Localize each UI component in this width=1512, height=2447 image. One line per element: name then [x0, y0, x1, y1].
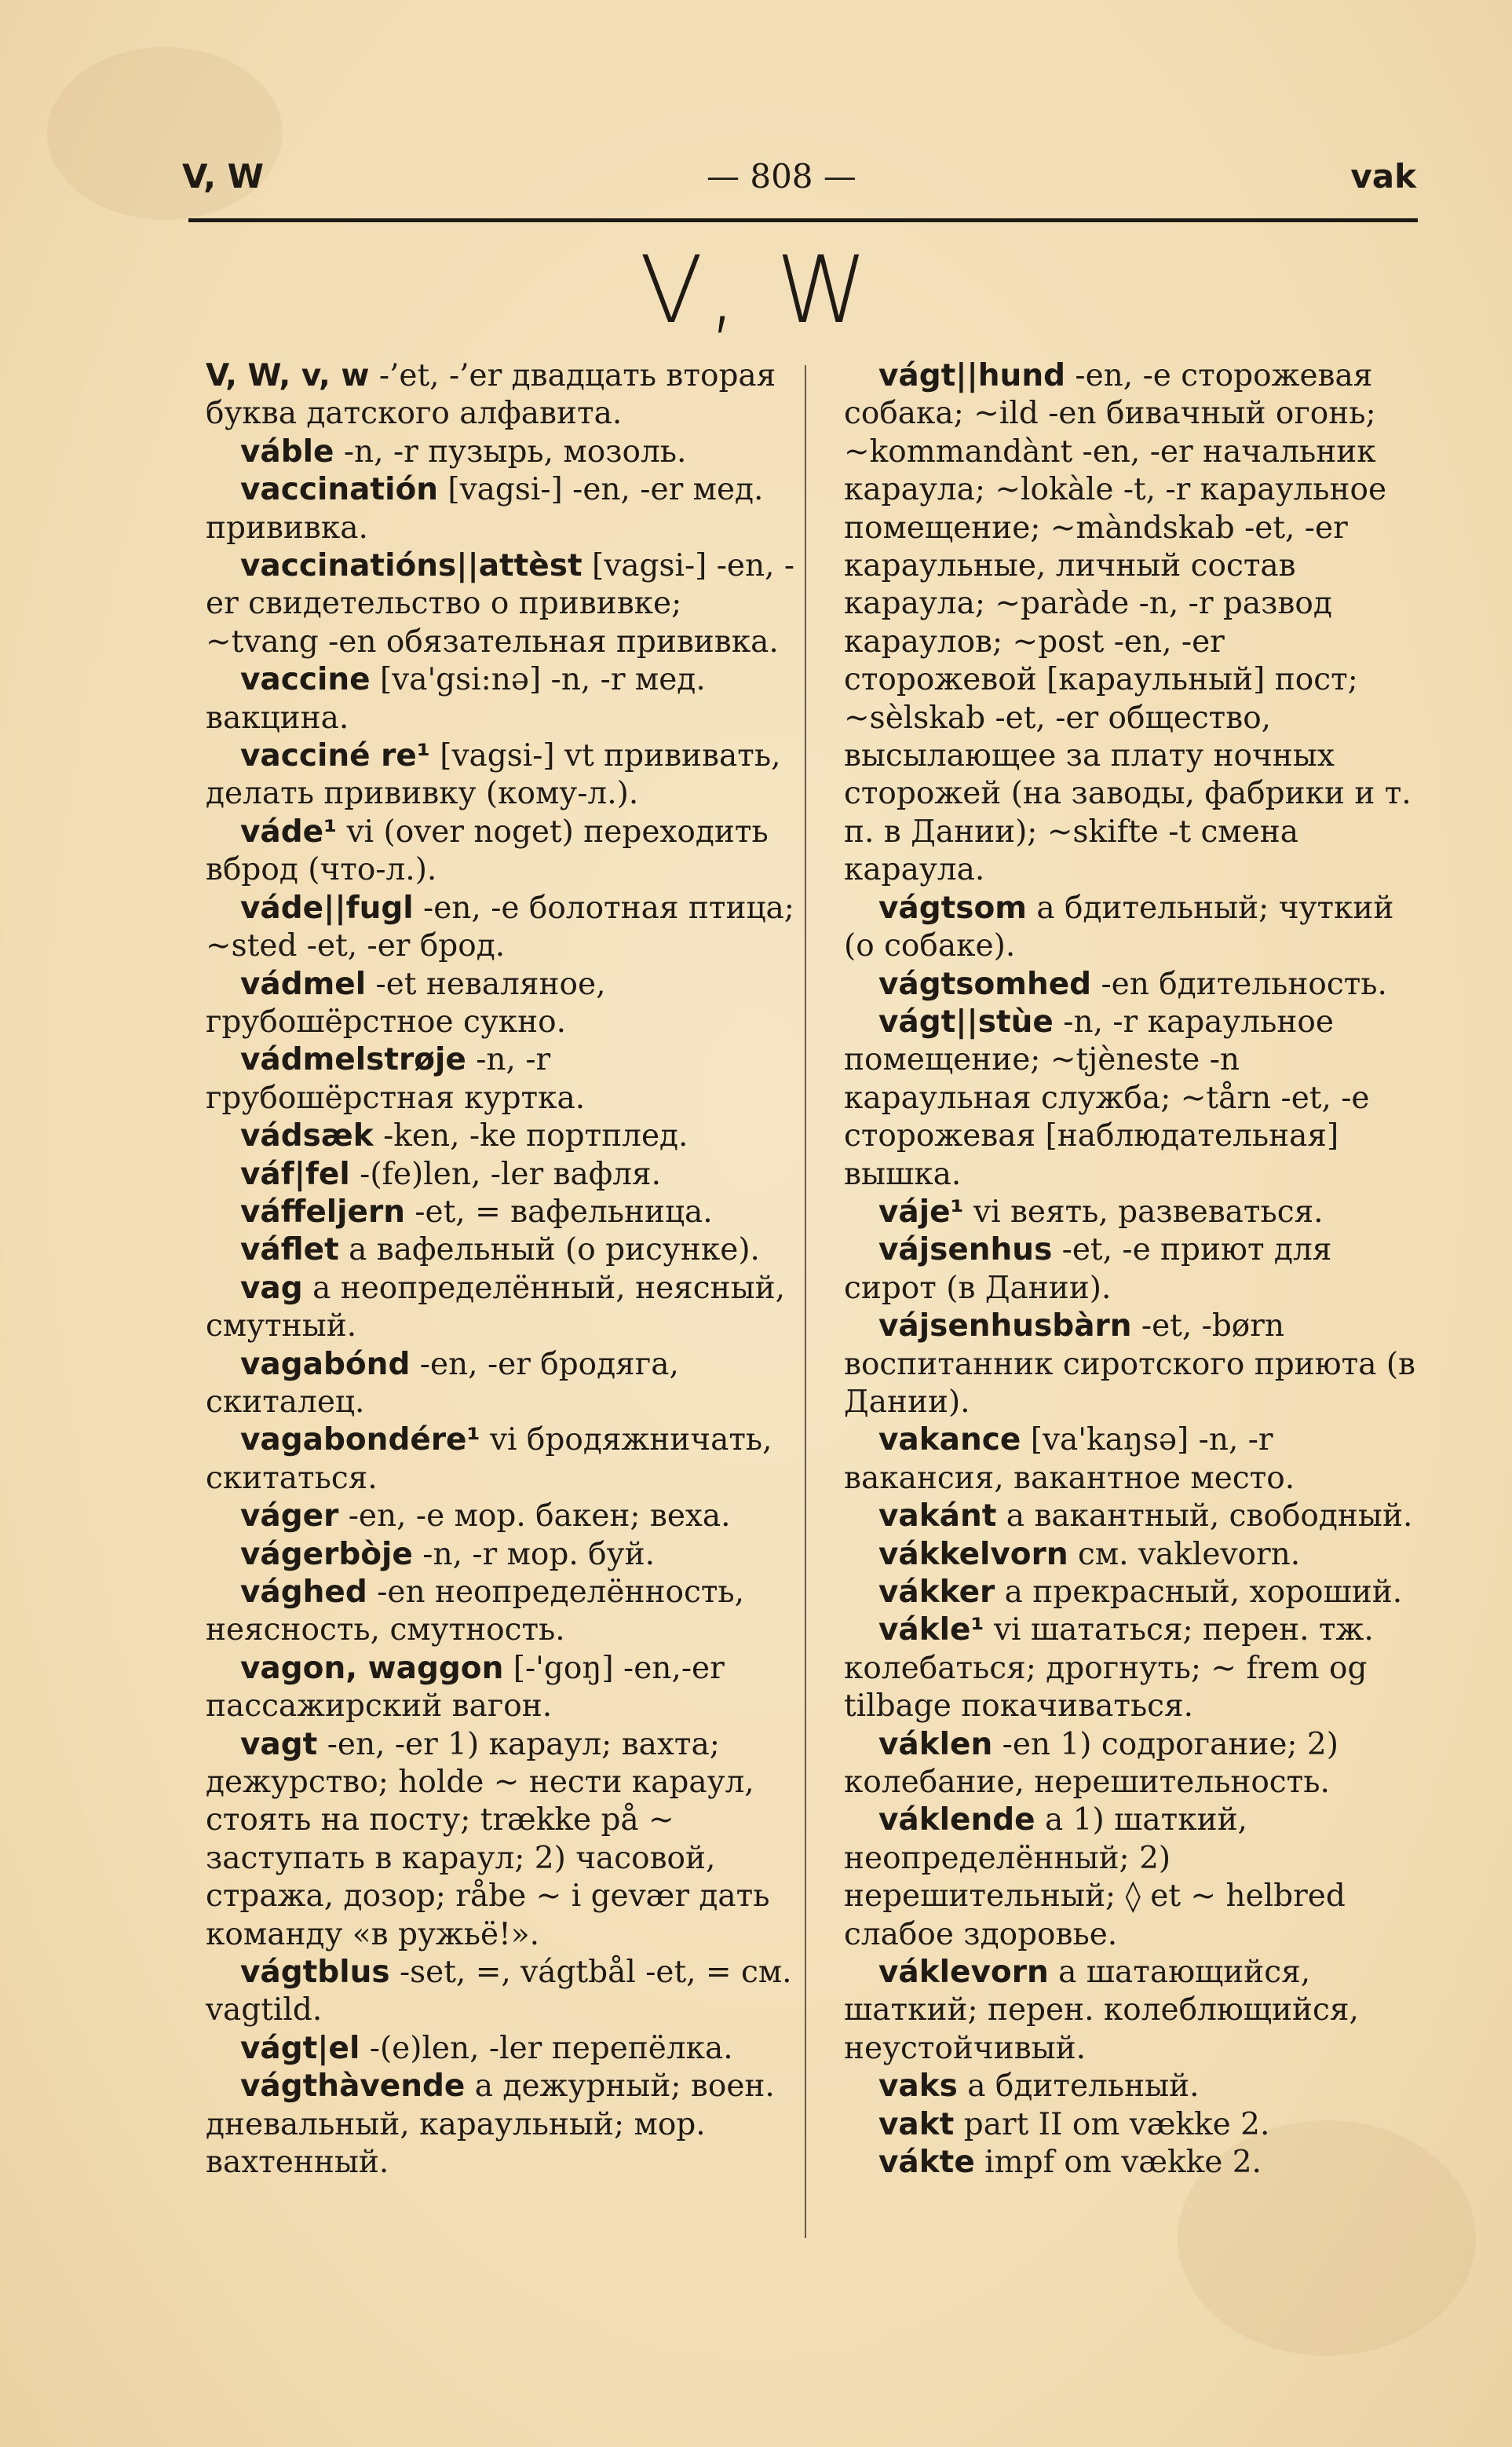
entry-headword: váje¹: [878, 1194, 964, 1230]
dictionary-entry: [844, 1004, 1422, 1194]
entry-headword: V, W, v, w: [206, 358, 370, 393]
dictionary-entry: [206, 357, 796, 433]
dictionary-entry: [206, 1041, 796, 1117]
entry-headword: vágtsom: [878, 890, 1027, 926]
entry-headword: vaccinatión: [240, 472, 438, 508]
dictionary-entry: [844, 1231, 1422, 1308]
entry-headword: vájsenhusbàrn: [878, 1308, 1132, 1344]
entry-headword: vághed: [240, 1575, 367, 1610]
entry-definition: -en, -er бродяга, скиталец.: [206, 1346, 679, 1420]
left-column: [206, 357, 796, 2182]
dictionary-entry: [206, 1270, 796, 1346]
running-header-right: vak: [1350, 157, 1416, 196]
entry-definition: impf om vække 2.: [974, 2145, 1262, 2181]
entry-definition: -en, -e болотная птица; ~sted -et, -er брод.: [206, 890, 794, 964]
dictionary-entry: [206, 1346, 796, 1422]
dictionary-entry: [844, 1574, 1422, 1611]
entry-headword: váklevorn: [878, 1955, 1049, 1991]
dictionary-entry: [844, 357, 1422, 890]
entry-headword: vákker: [878, 1575, 995, 1610]
header-rule: [188, 218, 1418, 222]
entry-definition: -n, -r караульное помещение; ~tjèneste -n караульная служба; ~tårn -et, -e сторожевая [наблюдательная] вышка.: [844, 1004, 1370, 1192]
entry-definition: a бдительный; чуткий (о собаке).: [844, 890, 1394, 964]
entry-headword: vakt: [878, 2106, 955, 2142]
entry-definition: [va'gsi:nə] -n, -r мед. вакцина.: [206, 662, 706, 736]
entry-definition: см. vaklevorn.: [1068, 1536, 1301, 1572]
entry-headword: vagabondére¹: [240, 1422, 480, 1458]
entry-definition: [vagsi-] -en, -er мед. прививка.: [206, 472, 764, 546]
entry-headword: vagt: [240, 1726, 318, 1762]
running-header-left: V, W: [182, 157, 264, 196]
dictionary-entry: [206, 1421, 796, 1498]
dictionary-entry: [844, 2144, 1422, 2182]
dictionary-entry: [206, 1954, 796, 2030]
dictionary-entry: [206, 1194, 796, 1231]
dictionary-entry: [206, 1536, 796, 1574]
entry-definition: a дежурный; воен. дневальный, караульный; мор. вахтенный.: [206, 2068, 775, 2181]
entry-headword: vakance: [878, 1422, 1021, 1458]
entry-definition: [va'kaŋsə] -n, -r вакансия, вакантное место.: [844, 1422, 1295, 1496]
entry-definition: a 1) шаткий, неопределённый; 2) нерешительный; ◊ et ~ helbred слабое здоровье.: [844, 1802, 1346, 1952]
dictionary-entry: [206, 2030, 796, 2068]
dictionary-entry: [206, 1231, 796, 1269]
entry-headword: vagon, waggon: [240, 1650, 504, 1686]
dictionary-entry: [844, 890, 1422, 966]
dictionary-entry: [206, 737, 796, 814]
entry-headword: vágerbòje: [240, 1536, 413, 1572]
entry-headword: vágt||hund: [878, 358, 1065, 393]
dictionary-entry: [206, 1574, 796, 1650]
dictionary-entry: [206, 1650, 796, 1726]
entry-definition: a вакантный, свободный.: [996, 1498, 1413, 1534]
column-divider: [805, 365, 806, 2238]
entry-headword: váffeljern: [240, 1194, 405, 1230]
entry-definition: vi шататься; перен. тж. колебаться; дрогнуть; ~ frem og tilbage покачиваться.: [844, 1612, 1374, 1725]
entry-definition: -n, -r пузырь, мозоль.: [334, 433, 687, 470]
dictionary-entry: [844, 2106, 1422, 2144]
entry-headword: vagabónd: [240, 1346, 411, 1382]
entry-headword: vag: [240, 1270, 303, 1306]
entry-headword: vaccinatións||attèst: [240, 548, 583, 584]
entry-headword: váble: [240, 433, 334, 470]
entry-definition: -en бдительность.: [1091, 966, 1387, 1002]
dictionary-entry: [206, 966, 796, 1042]
dictionary-entry: [844, 1954, 1422, 2068]
entry-definition: part II om vække 2.: [954, 2106, 1270, 2142]
dictionary-entry: [844, 2068, 1422, 2105]
entry-definition: -en 1) содрогание; 2) колебание, нерешительность.: [844, 1726, 1339, 1801]
dictionary-entry: [844, 1194, 1422, 1231]
dictionary-entry: [206, 1156, 796, 1194]
entry-headword: vákle¹: [878, 1612, 984, 1648]
dictionary-entry: [206, 661, 796, 737]
entry-headword: váde¹: [240, 814, 338, 850]
entry-headword: vacciné re¹: [240, 738, 430, 774]
entry-definition: -’et, -’er двадцать вторая буква датского алфавита.: [206, 358, 776, 432]
entry-definition: a вафельный (о рисунке).: [338, 1232, 760, 1268]
entry-headword: vákkelvorn: [878, 1536, 1068, 1572]
entry-headword: váger: [240, 1498, 339, 1534]
entry-headword: vájsenhus: [878, 1232, 1053, 1268]
entry-definition: a шатающийся, шаткий; перен. колеблющийся, неустойчивый.: [844, 1955, 1359, 2066]
dictionary-entry: [844, 1536, 1422, 1574]
dictionary-entry: [844, 966, 1422, 1004]
dictionary-entry: [206, 547, 796, 661]
entry-definition: -ken, -ke портплед.: [373, 1118, 688, 1154]
entry-headword: vakánt: [878, 1498, 997, 1534]
dictionary-entry: [844, 1308, 1422, 1421]
entry-definition: [vagsi-] -en, -er свидетельство о прививке; ~tvang -en обязательная прививка.: [206, 548, 795, 660]
entry-definition: [-'goŋ] -en,-er пассажирский вагон.: [206, 1650, 725, 1725]
entry-definition: -et, -e приют для сирот (в Дании).: [844, 1232, 1332, 1306]
entry-definition: -en, -er 1) караул; вахта; дежурство; holde ~ нести караул, стоять на посту; trække på ~ заступать в караул; 2) часовой, стража, дозор; råbe ~ i gevær дать команду «в ружьё!».: [206, 1726, 770, 1952]
right-column: [844, 357, 1422, 2182]
dictionary-entry: [206, 2068, 796, 2182]
dictionary-entry: [844, 1498, 1422, 1535]
entry-headword: vágthàvende: [240, 2068, 466, 2105]
entry-definition: a бдительный.: [957, 2068, 1200, 2105]
entry-definition: -en неопределённость, неясность, смутность.: [206, 1575, 745, 1648]
dictionary-entry: [206, 814, 796, 890]
dictionary-entry: [844, 1611, 1422, 1725]
entry-headword: váklen: [878, 1726, 993, 1762]
entry-headword: vaccine: [240, 662, 371, 698]
page-number: — 808 —: [707, 157, 856, 196]
dictionary-entry: [206, 471, 796, 547]
entry-definition: -set, =, vágtbål -et, = см. vagtild.: [206, 1955, 792, 2028]
entry-headword: vágtblus: [240, 1955, 390, 1991]
entry-headword: vádmel: [240, 966, 367, 1002]
entry-headword: vádmelstrøje: [240, 1042, 466, 1078]
entry-definition: a неопределённый, неясный, смутный.: [206, 1270, 786, 1344]
dictionary-entry: [206, 1498, 796, 1535]
dictionary-entry: [206, 1117, 796, 1155]
entry-definition: vi (over noget) переходить вброд (что-л.).: [206, 814, 769, 888]
entry-definition: -n, -r мор. буй.: [412, 1536, 655, 1572]
dictionary-entry: [206, 433, 796, 471]
entry-definition: -(fe)len, -ler вафля.: [349, 1156, 662, 1192]
entry-headword: váf|fel: [240, 1156, 350, 1192]
entry-definition: -et, = вафельница.: [404, 1194, 713, 1230]
entry-headword: vádsæk: [240, 1118, 374, 1154]
entry-definition: [vagsi-] vt прививать, делать прививку (кому-л.).: [206, 738, 781, 812]
entry-headword: vágt|el: [240, 2030, 360, 2066]
dictionary-entry: [844, 1726, 1422, 1802]
dictionary-entry: [844, 1421, 1422, 1498]
entry-definition: -(e)len, -ler перепёлка.: [360, 2030, 733, 2066]
entry-headword: váflet: [240, 1232, 339, 1268]
entry-headword: vaks: [878, 2068, 958, 2105]
entry-definition: -en, -e мор. бакен; веха.: [338, 1498, 731, 1534]
dictionary-entry: [206, 1726, 796, 1954]
entry-headword: váklende: [878, 1802, 1035, 1838]
entry-definition: -n, -r грубошёрстная куртка.: [206, 1042, 586, 1116]
entry-headword: vákte: [878, 2145, 975, 2181]
entry-definition: vi веять, развеваться.: [963, 1194, 1324, 1230]
entry-definition: -et, -børn воспитанник сиротского приюта (в Дании).: [844, 1308, 1416, 1420]
entry-headword: vágtsomhed: [878, 966, 1092, 1002]
entry-headword: váde||fugl: [240, 890, 414, 926]
entry-definition: a прекрасный, хороший.: [995, 1575, 1403, 1610]
entry-definition: vi бродяжничать, скитаться.: [206, 1422, 772, 1496]
section-title: V, W: [639, 236, 873, 344]
dictionary-entry: [844, 1801, 1422, 1954]
entry-headword: vágt||stùe: [878, 1004, 1054, 1040]
entry-definition: -et неваляное, грубошёрстное сукно.: [206, 966, 606, 1040]
entry-definition: -en, -e сторожевая собака; ~ild -en бивачный огонь; ~kommandànt -en, -er начальник караула; ~lokàle -t, -r караульное помещение; ~màndskab -et, -er караульные, личный состав караула; ~paràde -n, -r развод караулов; ~post -en, -er сторожевой [караульный] пост; ~sèlskab -et, -er общество, высылающее за плату ночных сторожей (на заводы, фабрики и т. п. в Дании); ~skifte -t смена караула.: [844, 358, 1412, 888]
dictionary-entry: [206, 890, 796, 966]
